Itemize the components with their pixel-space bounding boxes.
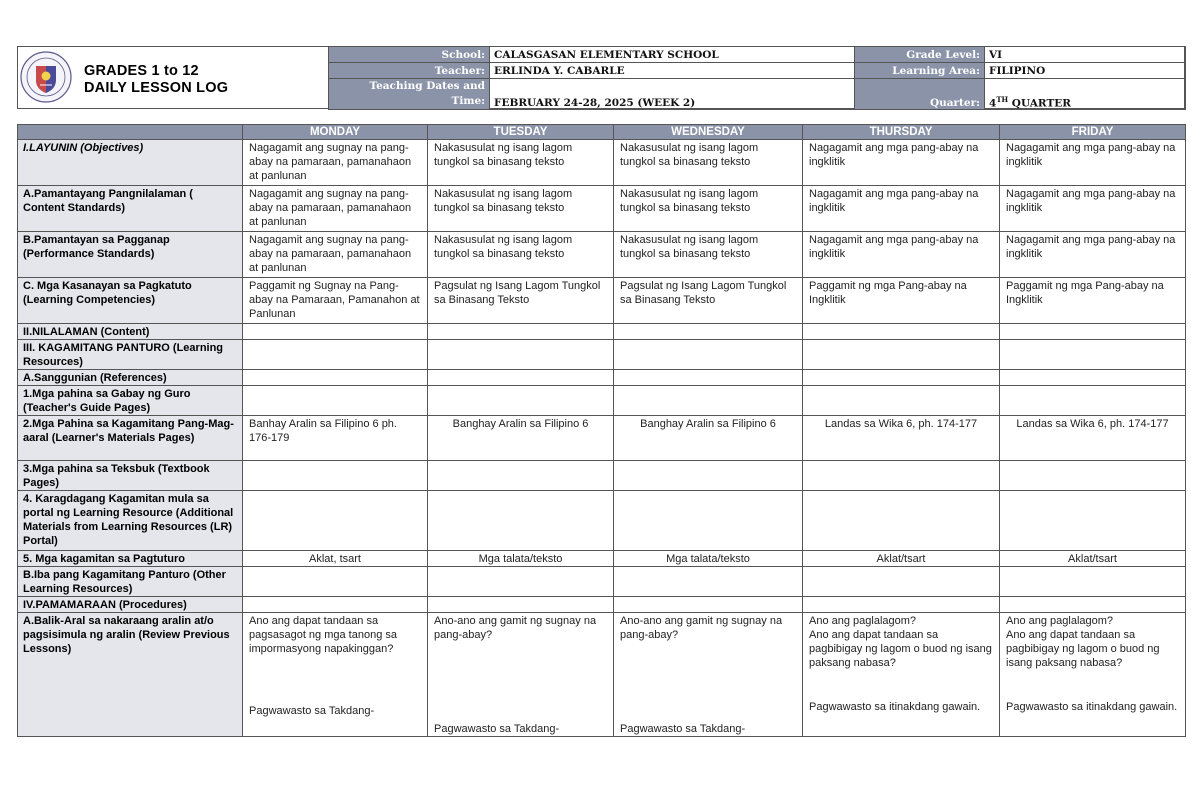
table-cell	[803, 597, 1000, 613]
table-cell: Nagagamit ang mga pang-abay na ingklitik	[1000, 186, 1186, 232]
table-row	[18, 613, 1186, 737]
document-title	[84, 63, 228, 97]
teaching-dates-value: FEBRUARY 24-28, 2025 (WEEK 2)	[490, 79, 855, 110]
table-cell	[1000, 340, 1186, 370]
row-label: B.Pamantayan sa Pagganap (Performance Standards)	[18, 232, 243, 278]
row-label: B.Iba pang Kagamitang Panturo (Other Learning Resources)	[18, 567, 243, 597]
table-cell: Paggamit ng mga Pang-abay na Ingklitik	[803, 278, 1000, 324]
table-cell	[614, 567, 803, 597]
table-cell: Nagagamit ang mga pang-abay na ingklitik	[803, 232, 1000, 278]
table-cell	[1000, 386, 1186, 416]
table-cell	[1000, 491, 1186, 551]
table-row	[18, 340, 1186, 370]
cell-spacer	[620, 642, 796, 722]
table-cell	[428, 340, 614, 370]
row-label: II.NILALAMAN (Content)	[18, 324, 243, 340]
cell-spacer	[249, 656, 421, 704]
row-label: 5. Mga kagamitan sa Pagtuturo	[18, 551, 243, 567]
table-cell: Nakasusulat ng isang lagom tungkol sa binasang teksto	[614, 232, 803, 278]
table-cell: Paggamit ng mga Pang-abay na Ingklitik	[1000, 278, 1186, 324]
table-cell	[428, 613, 614, 737]
table-cell: Banghay Aralin sa Filipino 6	[614, 416, 803, 461]
teacher-label: Teacher:	[329, 63, 490, 79]
cell-spacer	[809, 670, 993, 700]
cell-spacer	[434, 642, 607, 722]
table-cell: Nagagamit ang mga pang-abay na ingklitik	[803, 186, 1000, 232]
table-cell	[614, 597, 803, 613]
row-label: IV.PAMAMARAAN (Procedures)	[18, 597, 243, 613]
table-cell: Nagagamit ang sugnay na pang-abay na pamaraan, pamanahaon at panlunan	[243, 232, 428, 278]
table-cell: Nakasusulat ng isang lagom tungkol sa binasang teksto	[428, 232, 614, 278]
table-cell: Mga talata/teksto	[614, 551, 803, 567]
school-label: School:	[329, 47, 490, 63]
day-header-tuesday: TUESDAY	[428, 125, 614, 140]
table-row	[18, 416, 1186, 461]
table-cell	[428, 370, 614, 386]
quarter-value	[985, 79, 1186, 110]
table-cell: Nagagamit ang mga pang-abay na ingklitik	[803, 140, 1000, 186]
table-cell	[803, 324, 1000, 340]
table-cell	[614, 491, 803, 551]
lesson-table-body	[18, 140, 1186, 737]
review-question: Ano-ano ang gamit ng sugnay na pang-abay?	[434, 615, 597, 641]
table-cell	[243, 613, 428, 737]
review-correction: Pagwawasto sa Takdang-	[434, 723, 560, 735]
day-header-friday: FRIDAY	[1000, 125, 1186, 140]
table-cell	[428, 461, 614, 491]
table-cell	[1000, 567, 1186, 597]
table-cell	[614, 324, 803, 340]
teaching-dates-label	[329, 79, 490, 110]
table-cell	[614, 340, 803, 370]
row-label: 2.Mga Pahina sa Kagamitang Pang-Mag-aaral (Learner's Materials Pages)	[18, 416, 243, 461]
table-cell: Nakasusulat ng isang lagom tungkol sa binasang teksto	[614, 140, 803, 186]
table-cell	[1000, 461, 1186, 491]
row-label: 3.Mga pahina sa Teksbuk (Textbook Pages)	[18, 461, 243, 491]
table-cell: Nagagamit ang mga pang-abay na ingklitik	[1000, 140, 1186, 186]
title-line-1: GRADES 1 to 12	[84, 63, 199, 79]
table-cell	[614, 386, 803, 416]
table-cell: Banghay Aralin sa Filipino 6	[428, 416, 614, 461]
row-label: A.Sanggunian (References)	[18, 370, 243, 386]
lesson-log-table	[17, 124, 1186, 737]
table-row	[18, 370, 1186, 386]
learning-area-label: Learning Area:	[855, 63, 985, 79]
table-cell: Nakasusulat ng isang lagom tungkol sa binasang teksto	[428, 140, 614, 186]
review-question: Ano ang dapat tandaan sa pagsasagot ng mga tanong sa impormasyong napakinggan?	[249, 615, 398, 655]
table-cell	[1000, 370, 1186, 386]
review-correction: Pagwawasto sa Takdang-	[249, 705, 375, 717]
review-question: Ano ang paglalagom? Ano ang dapat tandaan sa pagbibigay ng lagom o buod ng isang paksang nabasa?	[1006, 615, 1160, 669]
school-value: CALASGASAN ELEMENTARY SCHOOL	[490, 47, 855, 63]
table-cell: Landas sa Wika 6, ph. 174-177	[803, 416, 1000, 461]
table-cell	[428, 597, 614, 613]
table-cell	[243, 386, 428, 416]
row-label: A.Pamantayang Pangnilalaman ( Content Standards)	[18, 186, 243, 232]
table-cell: Nakasusulat ng isang lagom tungkol sa binasang teksto	[614, 186, 803, 232]
grade-level-value: VI	[985, 47, 1186, 63]
day-header-row	[18, 125, 1186, 140]
quarter-number: 4	[989, 97, 997, 109]
table-cell	[428, 324, 614, 340]
table-cell	[614, 370, 803, 386]
row-label: 1.Mga pahina sa Gabay ng Guro (Teacher's Guide Pages)	[18, 386, 243, 416]
table-cell	[1000, 613, 1186, 737]
title-line-2: DAILY LESSON LOG	[84, 80, 229, 96]
review-correction: Pagwawasto sa Takdang-	[620, 723, 746, 735]
table-cell: Pagsulat ng Isang Lagom Tungkol sa Binasang Teksto	[428, 278, 614, 324]
teaching-dates-label-line2: Time:	[451, 95, 485, 107]
table-cell	[803, 567, 1000, 597]
table-cell: Aklat, tsart	[243, 551, 428, 567]
table-row	[18, 232, 1186, 278]
table-cell	[1000, 324, 1186, 340]
table-row	[18, 186, 1186, 232]
table-row	[18, 551, 1186, 567]
table-cell	[428, 386, 614, 416]
table-cell	[243, 597, 428, 613]
row-label: A.Balik-Aral sa nakaraang aralin at/o pagsisimula ng aralin (Review Previous Lessons)	[18, 613, 243, 737]
quarter-word: QUARTER	[1008, 97, 1072, 109]
table-cell	[803, 386, 1000, 416]
table-row	[18, 567, 1186, 597]
teacher-value: ERLINDA Y. CABARLE	[490, 63, 855, 79]
review-question: Ano-ano ang gamit ng sugnay na pang-abay?	[620, 615, 783, 641]
table-cell: Landas sa Wika 6, ph. 174-177	[1000, 416, 1186, 461]
row-label: C. Mga Kasanayan sa Pagkatuto (Learning Competencies)	[18, 278, 243, 324]
table-row	[18, 461, 1186, 491]
table-cell: Banhay Aralin sa Filipino 6 ph. 176-179	[243, 416, 428, 461]
table-cell	[803, 613, 1000, 737]
table-row	[18, 491, 1186, 551]
review-correction: Pagwawasto sa itinakdang gawain.	[1006, 701, 1178, 713]
table-row	[18, 386, 1186, 416]
table-cell: Nagagamit ang sugnay na pang-abay na pamaraan, pamanahaon at panlunan	[243, 186, 428, 232]
table-cell	[428, 567, 614, 597]
quarter-suffix: TH	[996, 94, 1009, 104]
table-cell: Aklat/tsart	[1000, 551, 1186, 567]
deped-seal-logo	[20, 51, 72, 103]
day-header-thursday: THURSDAY	[803, 125, 1000, 140]
header-info-grid	[328, 46, 1186, 110]
table-cell	[803, 370, 1000, 386]
table-cell: Aklat/tsart	[803, 551, 1000, 567]
table-row	[18, 140, 1186, 186]
row-label: I.LAYUNIN (Objectives)	[18, 140, 243, 186]
table-cell	[243, 567, 428, 597]
cell-spacer	[1006, 670, 1179, 700]
table-cell	[243, 370, 428, 386]
table-cell	[243, 461, 428, 491]
review-question: Ano ang paglalagom? Ano ang dapat tandaan sa pagbibigay ng lagom o buod ng isang paksang nabasa?	[809, 615, 992, 669]
row-label: III. KAGAMITANG PANTURO (Learning Resources)	[18, 340, 243, 370]
table-cell: Pagsulat ng Isang Lagom Tungkol sa Binasang Teksto	[614, 278, 803, 324]
table-cell	[614, 461, 803, 491]
table-cell	[803, 491, 1000, 551]
learning-area-value: FILIPINO	[985, 63, 1186, 79]
table-row	[18, 324, 1186, 340]
teaching-dates-label-line1: Teaching Dates and	[369, 80, 485, 92]
table-cell	[614, 613, 803, 737]
table-cell: Paggamit ng Sugnay na Pang-abay na Pamaraan, Pamanahon at Panlunan	[243, 278, 428, 324]
table-row	[18, 597, 1186, 613]
day-header-monday: MONDAY	[243, 125, 428, 140]
table-cell	[243, 340, 428, 370]
table-cell	[243, 491, 428, 551]
corner-header-cell	[18, 125, 243, 140]
row-label: 4. Karagdagang Kagamitan mula sa portal ng Learning Resource (Additional Materials from Learning Resources (LR) Portal)	[18, 491, 243, 551]
table-cell: Nakasusulat ng isang lagom tungkol sa binasang teksto	[428, 186, 614, 232]
table-cell	[803, 340, 1000, 370]
table-cell: Nagagamit ang sugnay na pang-abay na pamaraan, pamanahaon at panlunan	[243, 140, 428, 186]
table-cell: Nagagamit ang mga pang-abay na ingklitik	[1000, 232, 1186, 278]
quarter-label: Quarter:	[855, 79, 985, 110]
review-correction: Pagwawasto sa itinakdang gawain.	[809, 701, 981, 713]
table-cell	[243, 324, 428, 340]
table-cell	[1000, 597, 1186, 613]
table-cell	[803, 461, 1000, 491]
grade-level-label: Grade Level:	[855, 47, 985, 63]
table-row	[18, 278, 1186, 324]
table-cell: Mga talata/teksto	[428, 551, 614, 567]
table-cell	[428, 491, 614, 551]
day-header-wednesday: WEDNESDAY	[614, 125, 803, 140]
